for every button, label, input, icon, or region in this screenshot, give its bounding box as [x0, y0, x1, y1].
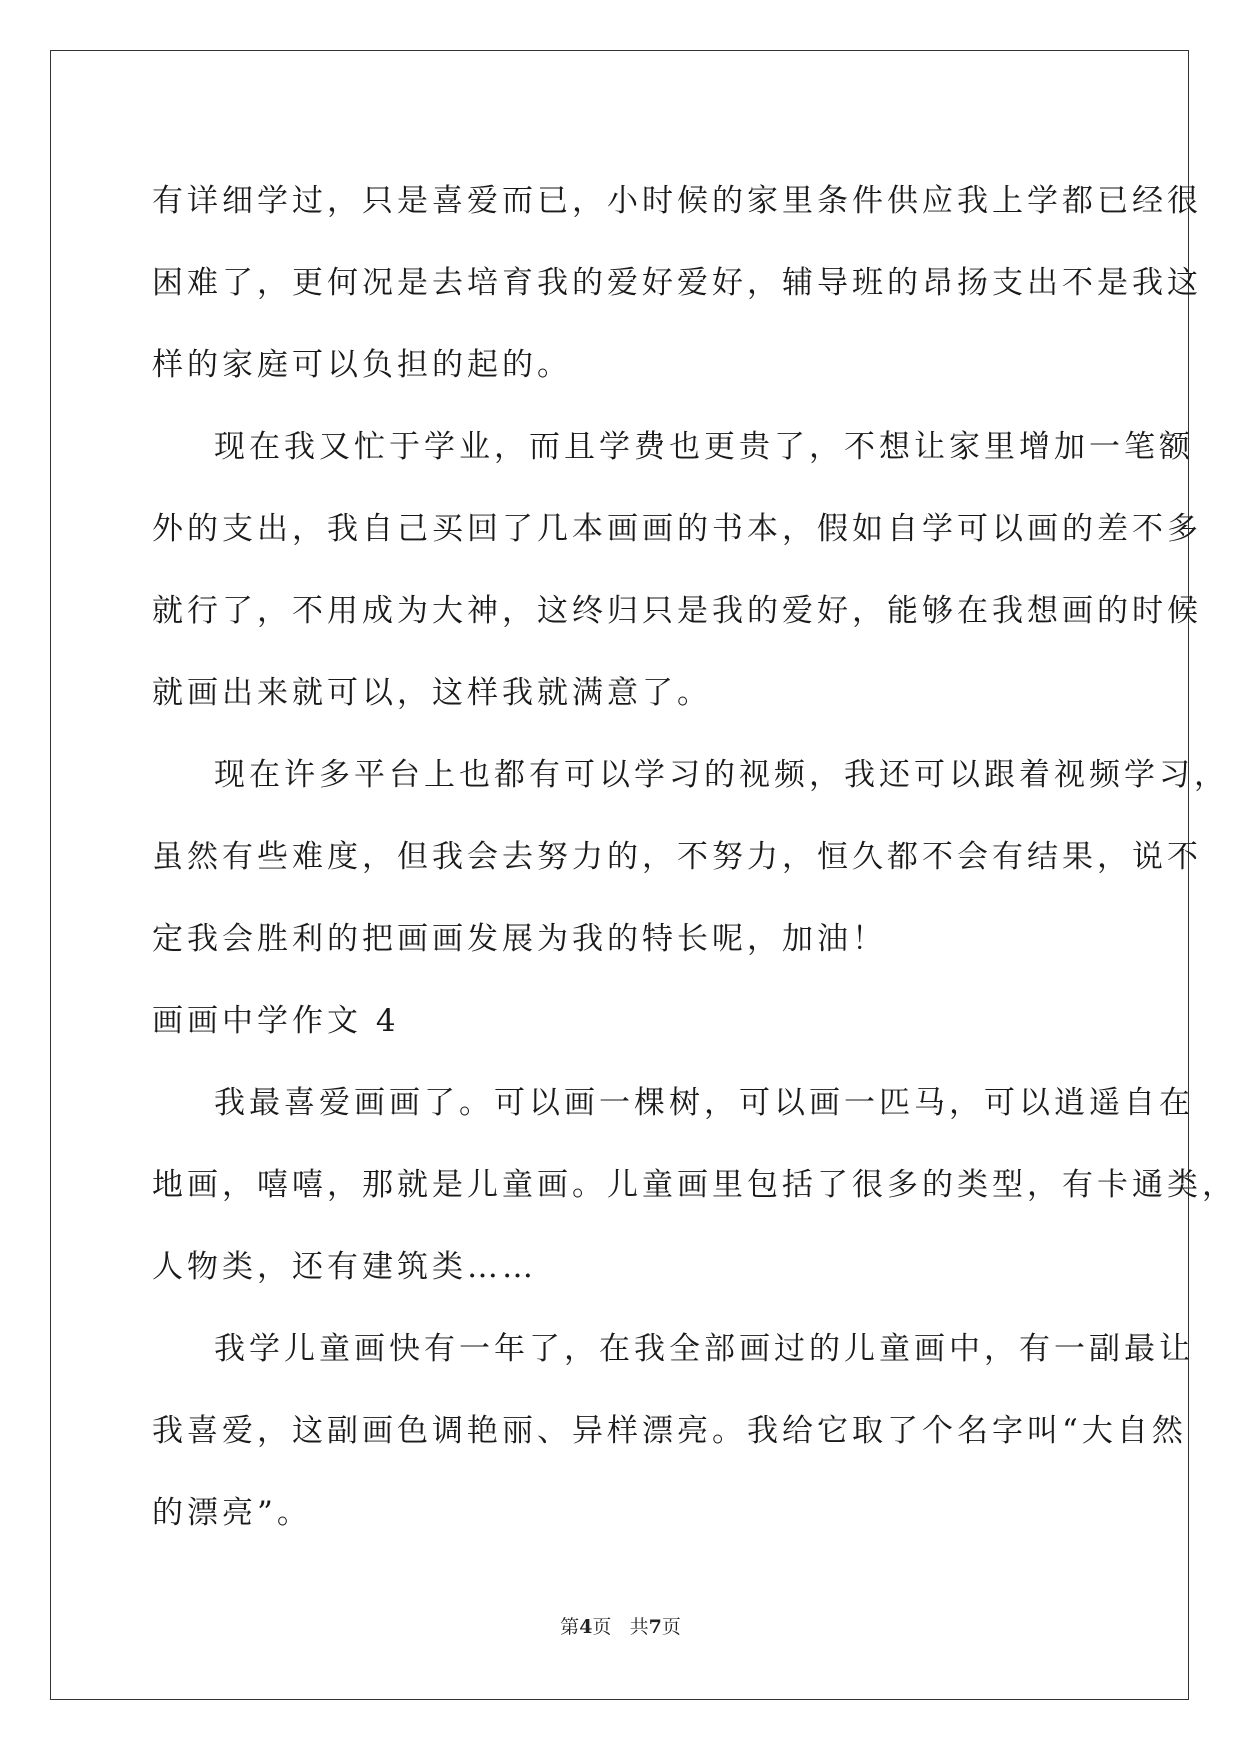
total-label-prefix: 共 — [629, 1616, 649, 1638]
total-pages: 7 — [648, 1616, 662, 1638]
text-line-4: 现在我又忙于学业，而且学费也更贵了，不想让家里增加一笔额 — [214, 429, 1194, 465]
document-body — [152, 160, 1237, 1554]
text-line-7: 就画出来就可以，这样我就满意了。 — [152, 675, 712, 711]
text-line-13: 地画，嘻嘻，那就是儿童画。儿童画里包括了很多的类型，有卡通类， — [152, 1167, 1237, 1203]
text-line-17: 的漂亮”。 — [152, 1495, 312, 1531]
text-line-15: 我学儿童画快有一年了，在我全部画过的儿童画中，有一副最让 — [214, 1331, 1194, 1367]
text-line-10: 定我会胜利的把画画发展为我的特长呢，加油！ — [152, 921, 887, 957]
text-line-1: 有详细学过，只是喜爱而已，小时候的家里条件供应我上学都已经很 — [152, 183, 1202, 219]
section-heading: 画画中学作文 4 — [152, 1003, 400, 1039]
page-label-suffix: 页 — [592, 1616, 612, 1638]
text-line-2: 困难了，更何况是去培育我的爱好爱好，辅导班的昂扬支出不是我这 — [152, 265, 1202, 301]
total-label-suffix: 页 — [661, 1616, 681, 1638]
text-line-12: 我最喜爱画画了。可以画一棵树，可以画一匹马，可以逍遥自在 — [214, 1085, 1194, 1121]
text-line-16: 我喜爱，这副画色调艳丽、异样漂亮。我给它取了个名字叫“大自然 — [152, 1413, 1187, 1449]
text-line-3: 样的家庭可以负担的起的。 — [152, 347, 572, 383]
text-line-6: 就行了，不用成为大神，这终归只是我的爱好，能够在我想画的时候 — [152, 593, 1202, 629]
text-line-9: 虽然有些难度，但我会去努力的，不努力，恒久都不会有结果，说不 — [152, 839, 1202, 875]
text-line-5: 外的支出，我自己买回了几本画画的书本，假如自学可以画的差不多 — [152, 511, 1202, 547]
text-line-8: 现在许多平台上也都有可以学习的视频，我还可以跟着视频学习， — [214, 757, 1229, 793]
page-number: 4 — [579, 1616, 593, 1638]
page-label-prefix: 第 — [560, 1616, 580, 1638]
text-line-14: 人物类，还有建筑类…… — [152, 1249, 537, 1285]
page-footer — [0, 1612, 1241, 1639]
